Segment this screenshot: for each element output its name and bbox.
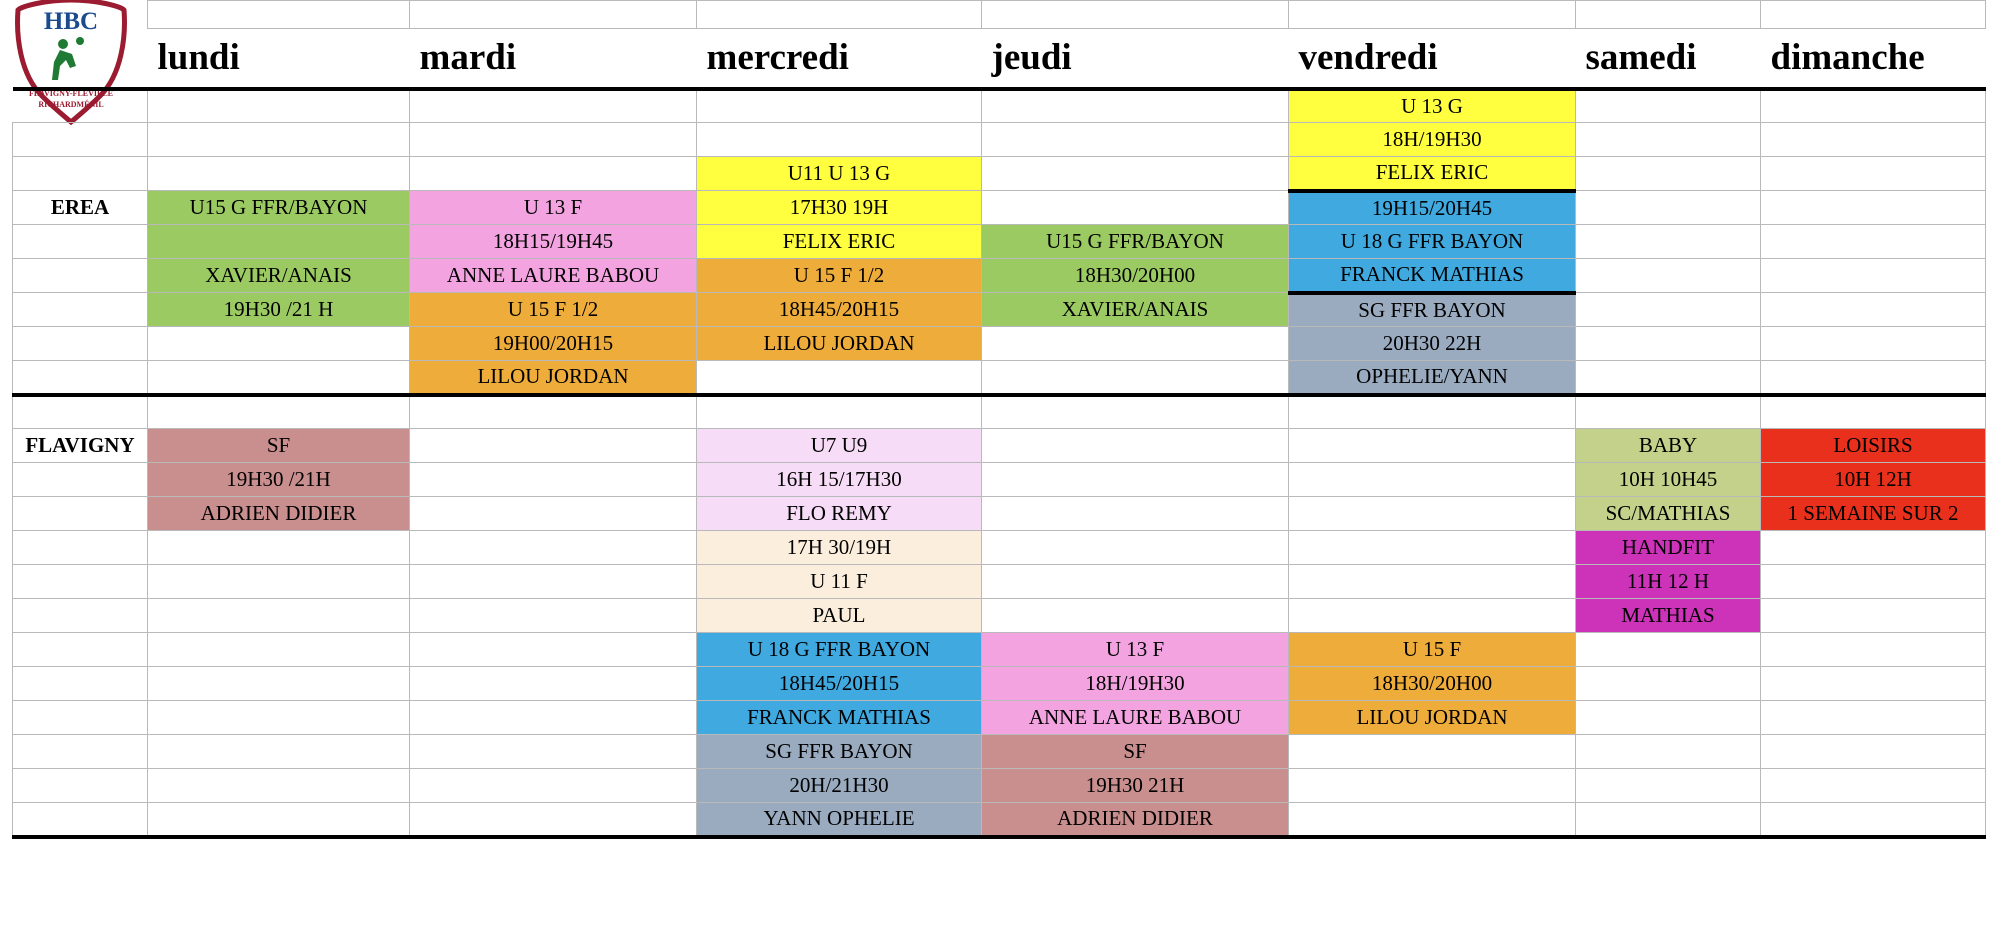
empty-cell — [148, 735, 410, 769]
empty-cell — [410, 395, 697, 429]
empty-cell — [1289, 497, 1576, 531]
schedule-row — [13, 531, 1986, 565]
day-header-jeudi: jeudi — [991, 37, 1072, 79]
empty-cell — [148, 157, 410, 191]
schedule-row — [13, 361, 1986, 395]
session-cell[interactable]: U15 G FFR/BAYON — [148, 191, 410, 225]
empty-cell — [148, 803, 410, 837]
empty-cell — [1289, 599, 1576, 633]
session-cell[interactable]: LILOU JORDAN — [410, 361, 697, 395]
empty-cell — [148, 667, 410, 701]
row-label-empty — [13, 701, 148, 735]
spacer-cell — [982, 1, 1289, 29]
section-label-erea: EREA — [13, 191, 148, 225]
row-label-empty — [13, 89, 148, 123]
empty-cell — [410, 599, 697, 633]
row-label-empty — [13, 531, 148, 565]
session-cell[interactable]: LILOU JORDAN — [1289, 701, 1576, 735]
empty-cell — [982, 599, 1289, 633]
empty-cell — [982, 191, 1289, 225]
day-header-mercredi: mercredi — [706, 37, 849, 79]
empty-cell — [410, 497, 697, 531]
session-cell[interactable]: LILOU JORDAN — [697, 327, 982, 361]
schedule-row — [13, 395, 1986, 429]
empty-cell — [148, 123, 410, 157]
schedule-row — [13, 769, 1986, 803]
session-cell[interactable]: U 15 F 1/2 — [697, 259, 982, 293]
schedule-row — [13, 191, 1986, 225]
empty-cell — [697, 89, 982, 123]
empty-cell — [148, 599, 410, 633]
empty-cell — [982, 157, 1289, 191]
empty-cell — [148, 361, 410, 395]
day-header-corner — [13, 29, 148, 89]
empty-cell — [410, 769, 697, 803]
schedule-row — [13, 667, 1986, 701]
empty-cell — [1289, 395, 1576, 429]
row-label-empty — [13, 361, 148, 395]
empty-cell — [1289, 429, 1576, 463]
session-cell[interactable]: 19H30 21H — [982, 769, 1289, 803]
empty-cell — [1761, 123, 1986, 157]
empty-cell — [982, 463, 1289, 497]
spacer-cell — [410, 1, 697, 29]
session-cell[interactable]: XAVIER/ANAIS — [982, 293, 1289, 327]
empty-cell — [1576, 293, 1761, 327]
session-cell[interactable]: BABY — [1576, 429, 1761, 463]
session-cell[interactable]: 19H00/20H15 — [410, 327, 697, 361]
empty-cell — [148, 769, 410, 803]
day-header-mardi: mardi — [419, 37, 517, 79]
session-cell[interactable]: U15 G FFR/BAYON — [982, 225, 1289, 259]
schedule-row — [13, 225, 1986, 259]
empty-cell — [982, 89, 1289, 123]
empty-cell — [1289, 463, 1576, 497]
schedule-row — [13, 89, 1986, 123]
empty-cell — [697, 123, 982, 157]
row-label-empty — [13, 803, 148, 837]
session-cell[interactable]: SG FFR BAYON — [1289, 293, 1576, 327]
empty-cell — [410, 633, 697, 667]
schedule-row — [13, 123, 1986, 157]
spacer-cell — [1576, 1, 1761, 29]
empty-cell — [1761, 803, 1986, 837]
session-cell[interactable]: FELIX ERIC — [1289, 157, 1576, 191]
session-cell[interactable]: U 18 G FFR BAYON — [697, 633, 982, 667]
empty-cell — [1576, 123, 1761, 157]
session-cell[interactable]: PAUL — [697, 599, 982, 633]
empty-cell — [1761, 293, 1986, 327]
session-cell[interactable]: U 13 G — [1289, 89, 1576, 123]
empty-cell — [1289, 531, 1576, 565]
empty-cell — [148, 531, 410, 565]
empty-cell — [1761, 191, 1986, 225]
empty-cell — [1761, 361, 1986, 395]
session-cell[interactable]: 18H30/20H00 — [1289, 667, 1576, 701]
session-cell[interactable]: ANNE LAURE BABOU — [982, 701, 1289, 735]
empty-cell — [410, 667, 697, 701]
empty-cell — [1576, 633, 1761, 667]
session-cell[interactable]: FELIX ERIC — [697, 225, 982, 259]
row-label-empty — [13, 633, 148, 667]
schedule-row — [13, 497, 1986, 531]
session-cell[interactable]: MATHIAS — [1576, 599, 1761, 633]
session-cell[interactable]: U 15 F — [1289, 633, 1576, 667]
schedule-row — [13, 803, 1986, 837]
session-cell[interactable]: ADRIEN DIDIER — [982, 803, 1289, 837]
empty-cell — [1289, 803, 1576, 837]
empty-cell — [1576, 191, 1761, 225]
empty-cell — [410, 157, 697, 191]
empty-cell — [1576, 361, 1761, 395]
row-label-empty — [13, 599, 148, 633]
session-cell[interactable]: SG FFR BAYON — [697, 735, 982, 769]
session-cell[interactable]: LOISIRS — [1761, 429, 1986, 463]
spacer-cell — [13, 1, 148, 29]
empty-cell — [1761, 89, 1986, 123]
schedule-row — [13, 327, 1986, 361]
session-cell[interactable]: 11H 12 H — [1576, 565, 1761, 599]
empty-cell — [410, 565, 697, 599]
session-cell[interactable]: 17H30 19H — [697, 191, 982, 225]
session-cell[interactable]: 19H30 /21 H — [148, 293, 410, 327]
session-cell[interactable]: 18H/19H30 — [982, 667, 1289, 701]
session-cell[interactable]: YANN OPHELIE — [697, 803, 982, 837]
schedule-row — [13, 293, 1986, 327]
empty-cell — [982, 327, 1289, 361]
spacer-cell — [1761, 1, 1986, 29]
empty-cell — [410, 89, 697, 123]
session-cell[interactable]: U 13 F — [410, 191, 697, 225]
empty-cell — [982, 497, 1289, 531]
empty-cell — [1576, 701, 1761, 735]
empty-cell — [1761, 225, 1986, 259]
empty-cell — [1576, 327, 1761, 361]
empty-cell — [410, 429, 697, 463]
schedule-row — [13, 633, 1986, 667]
day-header-row — [13, 29, 1986, 89]
session-cell[interactable]: U 18 G FFR BAYON — [1289, 225, 1576, 259]
weekly-schedule-table — [12, 0, 1986, 839]
empty-cell — [148, 701, 410, 735]
schedule-row — [13, 157, 1986, 191]
session-cell[interactable]: 19H15/20H45 — [1289, 191, 1576, 225]
session-cell[interactable]: 18H15/19H45 — [410, 225, 697, 259]
empty-cell — [410, 123, 697, 157]
empty-cell — [1761, 735, 1986, 769]
row-label-empty — [13, 259, 148, 293]
empty-cell — [1576, 395, 1761, 429]
spacer-cell — [697, 1, 982, 29]
empty-cell — [148, 395, 410, 429]
session-cell[interactable]: U 13 F — [982, 633, 1289, 667]
row-label-empty — [13, 225, 148, 259]
row-label-empty — [13, 395, 148, 429]
session-cell[interactable]: HANDFIT — [1576, 531, 1761, 565]
empty-cell — [982, 429, 1289, 463]
empty-cell — [1761, 701, 1986, 735]
day-header-dimanche: dimanche — [1770, 37, 1925, 79]
schedule-row — [13, 565, 1986, 599]
session-cell[interactable]: OPHELIE/YANN — [1289, 361, 1576, 395]
page-bottom-margin — [0, 860, 2016, 939]
empty-cell — [1761, 667, 1986, 701]
row-label-empty — [13, 463, 148, 497]
empty-cell — [1761, 157, 1986, 191]
schedule-row — [13, 599, 1986, 633]
empty-cell — [1761, 531, 1986, 565]
schedule-row — [13, 463, 1986, 497]
session-cell[interactable]: FLO REMY — [697, 497, 982, 531]
empty-cell — [1761, 327, 1986, 361]
session-cell[interactable]: 17H 30/19H — [697, 531, 982, 565]
session-cell[interactable]: 10H 10H45 — [1576, 463, 1761, 497]
session-cell[interactable]: XAVIER/ANAIS — [148, 259, 410, 293]
session-cell[interactable]: SF — [148, 429, 410, 463]
empty-cell — [1761, 633, 1986, 667]
empty-cell — [410, 463, 697, 497]
schedule-row — [13, 429, 1986, 463]
empty-cell — [148, 89, 410, 123]
empty-cell — [410, 803, 697, 837]
row-label-empty — [13, 123, 148, 157]
session-cell[interactable]: SC/MATHIAS — [1576, 497, 1761, 531]
session-cell[interactable]: 18H45/20H15 — [697, 293, 982, 327]
session-cell[interactable]: 20H/21H30 — [697, 769, 982, 803]
empty-cell — [982, 395, 1289, 429]
day-header-vendredi: vendredi — [1298, 37, 1438, 79]
logo-abbr-text: HBC — [43, 8, 99, 35]
session-cell[interactable]: 20H30 22H — [1289, 327, 1576, 361]
row-label-empty — [13, 157, 148, 191]
row-label-empty — [13, 735, 148, 769]
empty-cell — [1576, 769, 1761, 803]
session-cell[interactable]: 16H 15/17H30 — [697, 463, 982, 497]
empty-cell — [1576, 667, 1761, 701]
empty-cell — [148, 565, 410, 599]
day-header-lundi: lundi — [157, 37, 240, 79]
empty-cell — [1576, 157, 1761, 191]
empty-cell — [982, 565, 1289, 599]
empty-cell — [410, 701, 697, 735]
schedule-row — [13, 735, 1986, 769]
session-cell[interactable]: U7 U9 — [697, 429, 982, 463]
session-cell[interactable]: U 11 F — [697, 565, 982, 599]
empty-cell — [982, 531, 1289, 565]
row-label-empty — [13, 667, 148, 701]
session-cell[interactable]: FRANCK MATHIAS — [697, 701, 982, 735]
row-label-empty — [13, 565, 148, 599]
empty-cell — [1761, 259, 1986, 293]
empty-cell — [1289, 769, 1576, 803]
empty-cell — [410, 531, 697, 565]
logo-line2-text: RICHARDMÉNIL — [38, 100, 104, 109]
row-label-empty — [13, 293, 148, 327]
schedule-row — [13, 259, 1986, 293]
session-cell[interactable]: U 15 F 1/2 — [410, 293, 697, 327]
empty-cell — [1576, 225, 1761, 259]
session-cell[interactable]: 18H30/20H00 — [982, 259, 1289, 293]
session-cell[interactable]: ANNE LAURE BABOU — [410, 259, 697, 293]
session-cell[interactable]: ADRIEN DIDIER — [148, 497, 410, 531]
row-label-empty — [13, 497, 148, 531]
session-cell[interactable]: 19H30 /21H — [148, 463, 410, 497]
row-label-empty — [13, 327, 148, 361]
empty-cell — [697, 361, 982, 395]
schedule-row — [13, 701, 1986, 735]
empty-cell — [148, 633, 410, 667]
spacer-cell — [148, 1, 410, 29]
empty-cell — [1289, 565, 1576, 599]
empty-cell — [148, 327, 410, 361]
empty-cell — [1761, 395, 1986, 429]
empty-cell — [1576, 735, 1761, 769]
session-cell[interactable]: 18H45/20H15 — [697, 667, 982, 701]
grid-spacer-row — [13, 1, 1986, 29]
session-cell[interactable]: 1 SEMAINE SUR 2 — [1761, 497, 1986, 531]
session-cell[interactable]: FRANCK MATHIAS — [1289, 259, 1576, 293]
section-label-flavigny: FLAVIGNY — [13, 429, 148, 463]
empty-cell — [1576, 803, 1761, 837]
empty-cell — [1761, 599, 1986, 633]
empty-cell — [1761, 769, 1986, 803]
empty-cell — [1761, 565, 1986, 599]
empty-cell — [1576, 89, 1761, 123]
empty-cell — [410, 735, 697, 769]
logo-line1-text: FLAVIGNY-FLÉVILLE — [28, 89, 114, 98]
row-label-empty — [13, 769, 148, 803]
empty-cell — [697, 395, 982, 429]
session-cell[interactable]: SF — [982, 735, 1289, 769]
session-cell[interactable]: 10H 12H — [1761, 463, 1986, 497]
empty-cell — [982, 361, 1289, 395]
empty-cell — [1576, 259, 1761, 293]
day-header-samedi: samedi — [1585, 37, 1697, 79]
empty-cell — [1289, 735, 1576, 769]
spacer-cell — [1289, 1, 1576, 29]
empty-cell — [982, 123, 1289, 157]
session-cell[interactable]: 18H/19H30 — [1289, 123, 1576, 157]
session-cell[interactable]: U11 U 13 G — [697, 157, 982, 191]
empty-cell — [148, 225, 410, 259]
